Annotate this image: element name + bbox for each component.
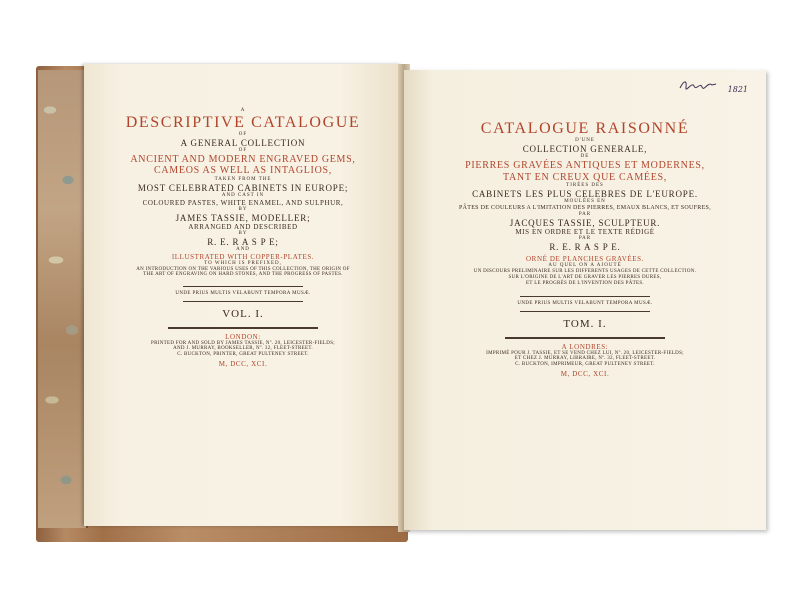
left-line-illustrated: ILLUSTRATED WITH COPPER-PLATES. <box>171 252 315 261</box>
right-line-ajoute: AU QUEL ON A AJOUTÉ <box>548 263 622 269</box>
marbled-endpaper <box>38 70 88 528</box>
left-motto: UNDE PRIUS MULTIS VELABUNT TEMPORA MUSÆ. <box>175 291 311 297</box>
right-date: M, DCC, XCI. <box>560 369 610 378</box>
left-line-raspe: R. E. R A S P E; <box>207 236 279 247</box>
right-line-origine: SUR L'ORIGINE DE L'ART DE GRAVER LES PIERRES DURES, <box>508 274 662 280</box>
right-title-page <box>404 70 766 530</box>
left-line-and: AND <box>236 247 250 253</box>
left-imprint-2: AND J. MURRAY, BOOKSELLER, Nº. 32, FLEET-STREET. <box>173 346 313 352</box>
right-line-camees: TANT EN CREUX QUE CAMÉES, <box>502 171 667 183</box>
right-line-progres: ET LE PROGRÈS DE L'INVENTION DES PÂTES. <box>526 280 644 286</box>
right-line-raspe: R. E. R A S P E. <box>549 241 621 252</box>
right-imprint-1: IMPRIMÉ POUR J. TASSIE, ET SE VEND CHEZ LUI, Nº. 20, LEICESTER-FIELDS; <box>486 350 684 356</box>
left-title: DESCRIPTIVE CATALOGUE <box>125 113 361 131</box>
left-line-a: A <box>240 108 246 113</box>
left-line-taken: TAKEN FROM THE <box>214 176 272 182</box>
left-rule-bottom <box>168 327 318 329</box>
left-date: M, DCC, XCI. <box>218 359 268 368</box>
right-imprint-2: ET CHEZ J. MURRAY, LIBRAIRE, Nº. 32, FLEET-STREET. <box>514 356 656 362</box>
left-line-intro-2: THE ART OF ENGRAVING ON HARD STONES, AND THE PROGRESS OF PASTES. <box>143 272 343 278</box>
left-line-intro: AN INTRODUCTION ON THE VARIOUS USES OF THIS COLLECTION, THE ORIGIN OF <box>136 266 350 272</box>
right-line-par: PAR <box>578 211 592 217</box>
right-line-moulees: MOULÉES EN <box>564 199 606 205</box>
left-line-cast: AND CAST IN <box>221 193 265 199</box>
left-line-tassie: JAMES TASSIE, MODELLER; <box>175 212 311 223</box>
left-line-gems: ANCIENT AND MODERN ENGRAVED GEMS, <box>130 153 356 165</box>
right-rule-top <box>520 296 650 297</box>
left-line-arranged: ARRANGED AND DESCRIBED <box>188 222 298 231</box>
right-line-dune: D'UNE <box>575 138 595 144</box>
right-rule-bottom <box>505 337 665 339</box>
left-rule-mid <box>183 301 303 302</box>
left-line-cabinets: MOST CELEBRATED CABINETS IN EUROPE; <box>137 182 349 193</box>
signature-icon <box>678 78 718 92</box>
left-line-prefixed: TO WHICH IS PREFIXED, <box>204 260 282 266</box>
left-line-collection: A GENERAL COLLECTION <box>180 137 306 148</box>
right-line-collection: COLLECTION GENERALE, <box>522 144 648 155</box>
left-line-by-2: BY <box>238 231 248 237</box>
right-line-discours: UN DISCOURS PRELIMINAIRE SUR LES DIFFERENTS USAGES DE CETTE COLLECTION. <box>473 269 697 274</box>
left-imprint-1: PRINTED FOR AND SOLD BY JAMES TASSIE, Nº. 20, LEICESTER-FIELDS; <box>151 340 335 346</box>
left-volume: VOL. I. <box>222 307 264 320</box>
left-title-page <box>84 64 402 526</box>
right-line-de: DE <box>580 154 590 160</box>
right-imprint-3: C. BUCKTON, IMPRIMEUR, GREAT PULTENEY STREET. <box>515 362 655 368</box>
right-motto: UNDE PRIUS MULTIS VELABUNT TEMPORA MUSÆ. <box>517 301 653 307</box>
right-volume: TOM. I. <box>563 318 607 330</box>
right-title: CATALOGUE RAISONNÉ <box>480 120 690 137</box>
right-line-cabinets: CABINETS LES PLUS CELEBRES DE L'EUROPE. <box>472 188 698 199</box>
left-line-cameos: CAMEOS AS WELL AS INTAGLIOS, <box>154 165 332 177</box>
right-line-pates: PÂTES DE COULEURS A L'IMITATION DES PIERRES, EMAUX BLANCS, ET SOUFRES, <box>458 205 711 212</box>
right-line-par-2: PAR <box>578 236 592 242</box>
owner-inscription <box>678 78 748 95</box>
left-line-pastes: COLOURED PASTES, WHITE ENAMEL, AND SULPHUR, <box>142 198 344 207</box>
right-line-orne: ORNÉ DE PLANCHES GRAVÉES. <box>526 255 644 264</box>
left-line-of: OF <box>238 132 248 138</box>
right-line-mis: MIS EN ORDRE ET LE TEXTE RÉDIGÉ <box>515 228 655 237</box>
right-line-tirees: TIRÉES DES <box>566 183 604 189</box>
inscription-number: 1821 <box>727 85 748 94</box>
left-rule-top <box>183 286 303 287</box>
right-line-pierres: PIERRES GRAVÉES ANTIQUES ET MODERNES, <box>465 160 705 172</box>
right-rule-mid <box>520 311 650 312</box>
right-line-tassie: JACQUES TASSIE, SCULPTEUR. <box>509 217 661 228</box>
left-place: LONDON: <box>225 332 261 341</box>
left-imprint-3: C. BUCKTON, PRINTER, GREAT PULTENEY STREET. <box>177 352 309 358</box>
right-place: A LONDRES: <box>561 342 609 351</box>
left-line-by: BY <box>238 206 248 212</box>
left-line-of-2: OF <box>238 148 248 154</box>
